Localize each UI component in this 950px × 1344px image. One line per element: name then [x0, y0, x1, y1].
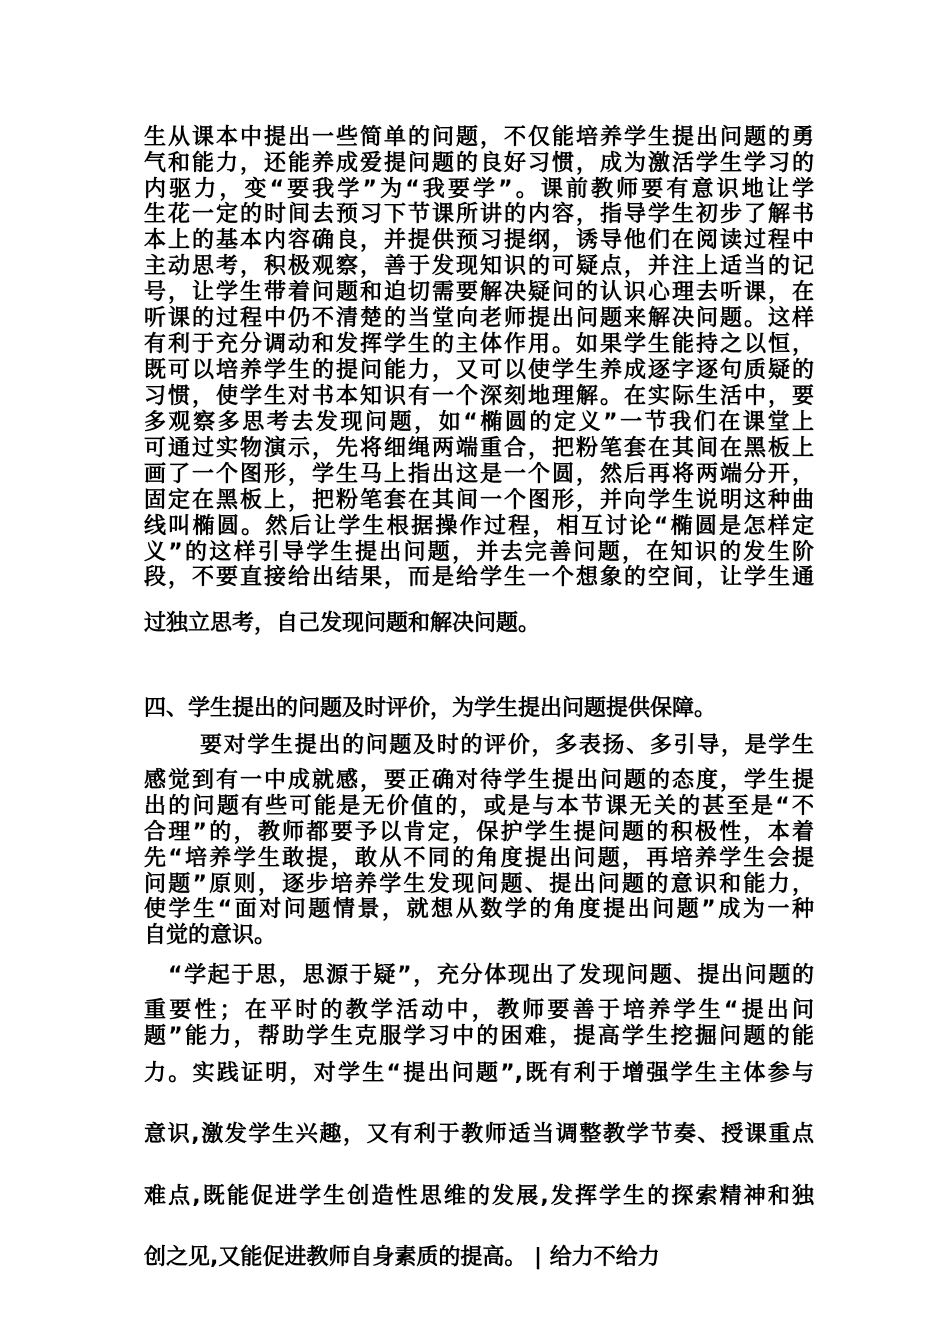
- text-line: 多观察多思考去发现问题，如“椭圆的定义”一节我们在课堂上: [144, 410, 814, 435]
- text-line: 感觉到有一中成就感，要正确对待学生提出问题的态度，学生提: [144, 768, 814, 793]
- text-line: 线叫椭圆。然后让学生根据操作过程，相互讨论“椭圆是怎样定: [144, 514, 814, 539]
- text-line: 听课的过程中仍不清楚的当堂向老师提出问题来解决问题。这样: [144, 306, 814, 331]
- text-line: 题”能力，帮助学生克服学习中的困难，提高学生挖掘问题的能: [144, 1024, 814, 1049]
- text-line: 要对学生提出的问题及时的评价，多表扬、多引导，是学生: [200, 733, 814, 758]
- text-line: 既可以培养学生的提问能力，又可以使学生养成逐字逐句质疑的: [144, 358, 814, 383]
- text-line: 习惯，使学生对书本知识有一个深刻地理解。在实际生活中，要: [144, 384, 814, 409]
- text-line: 创之见,又能促进教师自身素质的提高。 | 给力不给力: [144, 1245, 660, 1270]
- text-line: 号，让学生带着问题和迫切需要解决疑问的认识心理去听课，在: [144, 280, 814, 305]
- text-line: 先“培养学生敢提，敢从不同的角度提出问题，再培养学生会提: [144, 846, 814, 871]
- text-line: 问题”原则，逐步培养学生发现问题、提出问题的意识和能力，: [144, 872, 814, 897]
- text-line: 难点,既能促进学生创造性思维的发展,发挥学生的探索精神和独: [144, 1184, 814, 1209]
- text-line: 过独立思考，自己发现问题和解决问题。: [144, 611, 541, 636]
- text-line: 生花一定的时间去预习下节课所讲的内容，指导学生初步了解书: [144, 202, 814, 227]
- text-line: 使学生“面对问题情景，就想从数学的角度提出问题”成为一种: [144, 897, 814, 922]
- text-line: 段，不要直接给出结果，而是给学生一个想象的空间，让学生通: [144, 565, 814, 590]
- text-line: 自觉的意识。: [144, 923, 277, 948]
- text-line: 主动思考，积极观察，善于发现知识的可疑点，并注上适当的记: [144, 254, 814, 279]
- text-line: 生从课本中提出一些简单的问题，不仅能培养学生提出问题的勇: [144, 125, 814, 150]
- text-line: 意识,激发学生兴趣，又有利于教师适当调整教学节奏、授课重点: [144, 1122, 814, 1147]
- text-line: 气和能力，还能养成爱提问题的良好习惯，成为激活学生学习的: [144, 151, 814, 176]
- text-line: 固定在黑板上，把粉笔套在其间一个图形，并向学生说明这种曲: [144, 488, 814, 513]
- text-line: 义”的这样引导学生提出问题，并去完善问题，在知识的发生阶: [144, 540, 814, 565]
- text-line: 画了一个图形，学生马上指出这是一个圆，然后再将两端分开，: [144, 462, 814, 487]
- text-line: 出的问题有些可能是无价值的，或是与本节课无关的甚至是“不: [144, 794, 814, 819]
- text-line: 重要性；在平时的教学活动中，教师要善于培养学生“提出问: [144, 998, 814, 1023]
- text-line: 力。实践证明，对学生“提出问题”,既有利于增强学生主体参与: [144, 1061, 814, 1086]
- text-line: 可通过实物演示，先将细绳两端重合，把粉笔套在其间在黑板上: [144, 436, 814, 461]
- text-line: 有利于充分调动和发挥学生的主体作用。如果学生能持之以恒，: [144, 332, 814, 357]
- section-heading: 四、学生提出的问题及时评价，为学生提出问题提供保障。: [144, 696, 717, 721]
- text-line: 本上的基本内容确良，并提供预习提纲，诱导他们在阅读过程中: [144, 228, 814, 253]
- text-line: 内驱力，变“要我学”为“我要学”。课前教师要有意识地让学: [144, 177, 814, 202]
- text-line: “学起于思，思源于疑”，充分体现出了发现问题、提出问题的: [168, 963, 814, 988]
- text-line: 合理”的，教师都要予以肯定，保护学生提问题的积极性，本着: [144, 820, 814, 845]
